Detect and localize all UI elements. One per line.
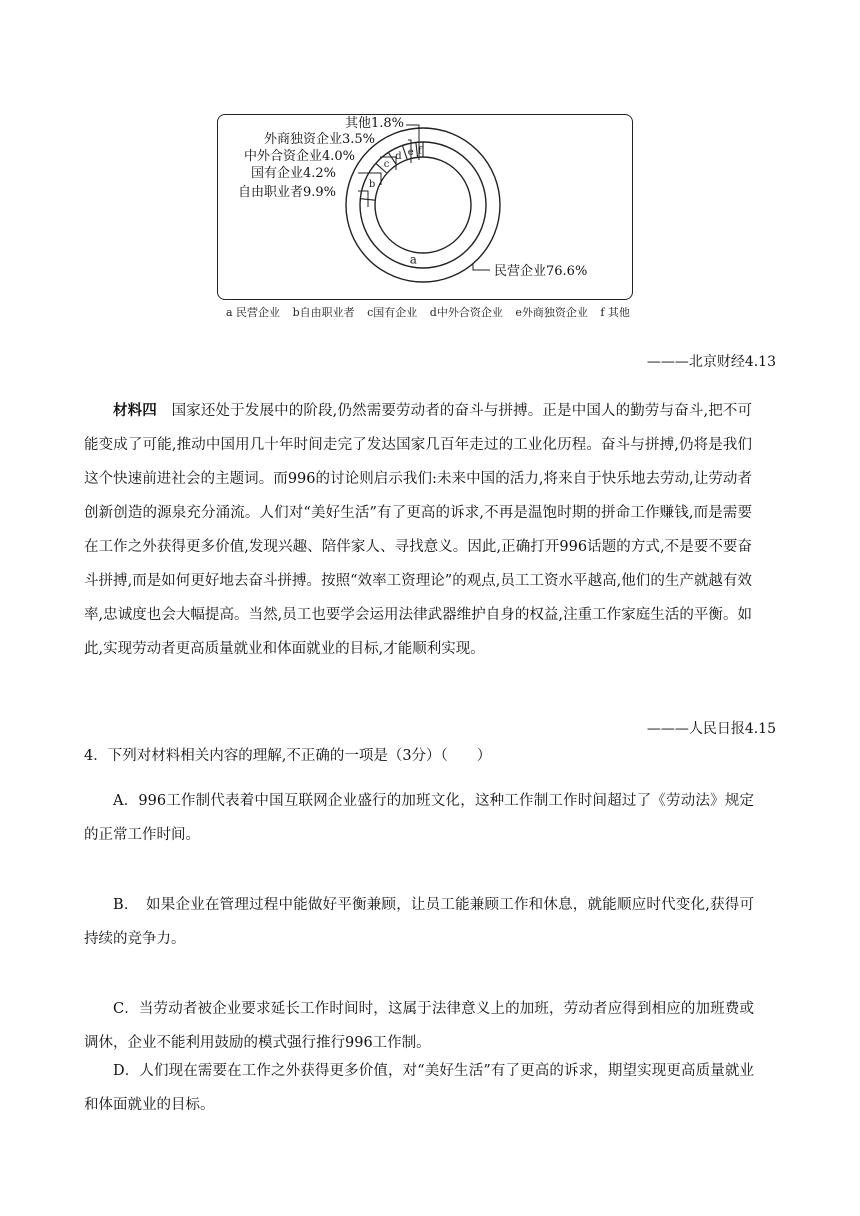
- middle-ring: [360, 142, 486, 268]
- inner-ring: [375, 157, 471, 253]
- slice-label-f: 其他1.8%: [345, 116, 405, 131]
- option-b[interactable]: B． 如果企业在管理过程中能做好平衡兼顾，让员工能兼顾工作和休息，就能顺应时代变化,获得可持续的竞争力。: [84, 897, 754, 947]
- legend-item-c: c国有企业: [367, 306, 418, 319]
- source-citation-2: ———人民日报4.15: [646, 721, 776, 737]
- material-four-text: 国家还处于发展中的阶段,仍然需要劳动者的奋斗与拼搏。正是中国人的勤劳与奋斗,把不可能变成了可能,推动中国用几十年时间走完了发达国家几百年走过的工业化历程。奋斗与拼搏,仍将是我们这个快速前进社会的主题词。而996的讨论则启示我们:未来中国的活力,将来自于快乐地去劳动,让劳动者创新创造的源泉充分涌流。人们对“美好生活”有了更高的诉求,不再是温饱时期的拼命工作赚钱,而是需要在工作之外获得更多价值,发现兴趣、陪伴家人、寻找意义。因此,正确打开996话题的方式,不是要不要奋斗拼搏,而是如何更好地去奋斗拼搏。按照“效率工资理论”的观点,员工工资水平越高,他们的生产就越有效率,忠诚度也会大幅提高。当然,员工也要学会运用法律武器维护自身的权益,注重工作家庭生活的平衡。如此,实现劳动者更高质量就业和体面就业的目标,才能顺利实现。: [84, 403, 753, 657]
- slice-letter-c: c: [383, 159, 390, 171]
- slice-letter-b: b: [368, 178, 376, 190]
- slice-letter-f: f: [418, 145, 422, 157]
- material-four-label: 材料四: [113, 402, 157, 419]
- leader-line-a: [473, 263, 490, 270]
- option-c[interactable]: C．当劳动者被企业要求延长工作时间时，这属于法律意义上的加班，劳动者应得到相应的加班费或调休，企业不能利用鼓励的模式强行推行996工作制。: [84, 1001, 754, 1051]
- donut-chart-svg: [218, 115, 634, 301]
- question-stem: 4．下列对材料相关内容的理解,不正确的一项是（3分）（ ）: [84, 748, 492, 764]
- slice-letter-d: d: [395, 151, 402, 163]
- slice-letter-e: e: [407, 146, 414, 158]
- legend-item-b: b自由职业者: [292, 306, 355, 319]
- slice-label-a: 民营企业76.6%: [494, 264, 588, 279]
- material-four-paragraph: [84, 394, 752, 666]
- slice-label-c: 国有企业4.2%: [251, 166, 337, 181]
- slice-label-d: 中外合资企业4.0%: [244, 149, 356, 164]
- donut-chart: [217, 114, 633, 300]
- slice-label-e: 外商独资企业3.5%: [264, 132, 376, 147]
- legend-item-e: e外商独资企业: [515, 306, 588, 319]
- legend-item-a: a 民营企业: [226, 306, 281, 319]
- slice-label-b: 自由职业者9.9%: [238, 185, 337, 200]
- option-d[interactable]: D．人们现在需要在工作之外获得更多价值，对“美好生活”有了更高的诉求，期望实现更高质量就业和体面就业的目标。: [84, 1063, 754, 1113]
- source-citation-1: ———北京财经4.13: [646, 354, 776, 370]
- option-a[interactable]: A．996工作制代表着中国互联网企业盛行的加班文化，这种工作制工作时间超过了《劳动法》规定的正常工作时间。: [84, 793, 754, 843]
- chart-legend: [226, 304, 646, 320]
- legend-item-d: d中外合资企业: [429, 306, 503, 319]
- slice-letter-a: a: [409, 252, 417, 267]
- slice-divider-d: [402, 145, 407, 159]
- legend-item-f: f 其他: [600, 306, 630, 319]
